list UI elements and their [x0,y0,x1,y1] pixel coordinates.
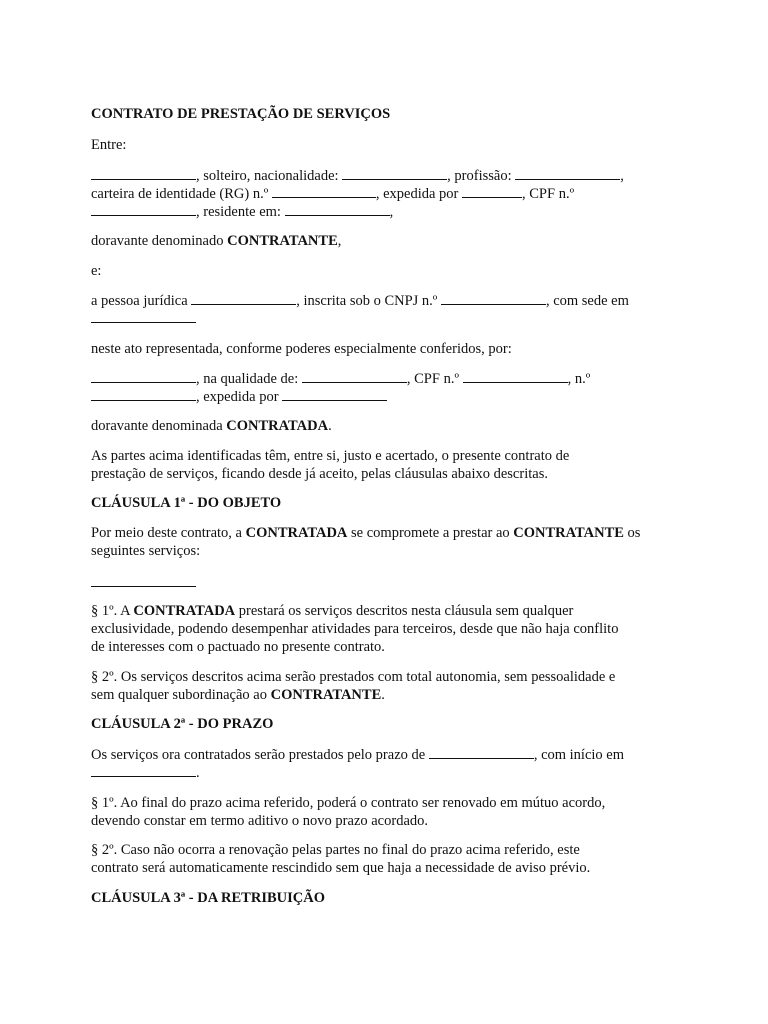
text-fragment: , [389,204,394,220]
contratante-term: CONTRATANTE [227,233,338,249]
servicos-blank-line [91,573,691,593]
text-fragment: , residente em: [196,204,285,220]
blank-field [91,202,196,216]
blank-field [463,369,568,383]
blank-field [91,763,196,777]
clausula-2-heading: CLÁUSULA 2ª - DO PRAZO [91,716,274,732]
partes-line-1: As partes acima identificadas têm, entre si, justo e acertado, o presente contrato de [91,448,570,464]
blank-field [302,369,407,383]
clausula-2-par-1-line-1: § 1º. Ao final do prazo acima referido, poderá o contrato ser renovado em mútuo acordo, [91,795,606,811]
representante-line-2 [91,387,691,407]
contratada-term: CONTRATADA [133,603,236,619]
clausula-2-par-1-line-2: devendo constar em termo aditivo o novo prazo acordado. [91,813,429,829]
text-fragment: , [337,233,342,249]
text-fragment: . [381,687,385,703]
contratante-term: CONTRATANTE [513,525,624,541]
contratante-line-2 [91,184,691,204]
entre-label: Entre: [91,137,127,153]
contratante-term: CONTRATANTE [270,687,382,703]
clausula-1-par-1-line-1 [91,602,691,621]
text-fragment: , com sede em [545,293,629,309]
clausula-2-line-2 [91,763,691,783]
text-fragment: , CPF n.º [406,371,463,387]
text-fragment: , [620,168,624,184]
text-fragment: prestará os serviços descritos nesta cláusula sem qualquer [235,603,574,619]
text-fragment: , CPF n.º [522,186,575,202]
text-fragment: doravante denominado [91,233,228,249]
blank-field [342,166,447,180]
blank-field [515,166,620,180]
contratante-line-1 [91,166,691,186]
clausula-1-par-1-line-2: exclusividade, podendo desempenhar atividades para terceiros, desde que não haja conflito [91,621,619,637]
text-fragment: doravante denominada [91,418,227,434]
document-title: CONTRATO DE PRESTAÇÃO DE SERVIÇOS [91,106,391,122]
blank-field [462,184,522,198]
text-fragment: carteira de identidade (RG) n.º [91,186,272,202]
text-fragment: , inscrita sob o CNPJ n.º [296,293,441,309]
text-fragment: os [623,525,641,541]
text-fragment: Por meio deste contrato, a [91,525,246,541]
blank-field [282,387,387,401]
contratada-designation [91,417,691,436]
text-fragment: , solteiro, nacionalidade: [196,168,343,184]
text-fragment: , com início em [533,747,625,763]
clausula-3-heading: CLÁUSULA 3ª - DA RETRIBUIÇÃO [91,890,325,906]
text-fragment: , profissão: [447,168,516,184]
blank-field [429,745,534,759]
representada-line: neste ato representada, conforme poderes especialmente conferidos, por: [91,341,512,357]
partes-line-2: prestação de serviços, ficando desde já aceito, pelas cláusulas abaixo descritas. [91,466,548,482]
contratada-term: CONTRATADA [226,418,329,434]
blank-field [285,202,390,216]
clausula-1-par-2-line-1: § 2º. Os serviços descritos acima serão prestados com total autonomia, sem pessoalidade e [91,669,616,685]
clausula-2-par-2-line-1: § 2º. Caso não ocorra a renovação pelas partes no final do prazo acima referido, este [91,842,580,858]
text-fragment: sem qualquer subordinação ao [91,687,271,703]
blank-field [441,291,546,305]
text-fragment: se compromete a prestar ao [347,525,514,541]
clausula-1-par-2-line-2 [91,686,691,705]
contratante-designation [91,232,691,251]
blank-field [91,387,196,401]
text-fragment: , n.º [567,371,591,387]
text-fragment: a pessoa jurídica [91,293,192,309]
contratada-term: CONTRATADA [245,525,348,541]
text-fragment: . [196,765,200,781]
blank-field [91,309,196,323]
text-fragment: § 1º. A [91,603,134,619]
clausula-2-line-1 [91,745,691,765]
clausula-1-heading: CLÁUSULA 1ª - DO OBJETO [91,495,282,511]
text-fragment: , expedida por [375,186,463,202]
pessoa-juridica-line-2 [91,309,691,329]
blank-field [91,166,196,180]
representante-line-1 [91,369,691,389]
blank-field [91,369,196,383]
text-fragment: , expedida por [196,389,283,405]
clausula-1-par-1-line-3: de interesses com o pactuado no presente contrato. [91,639,385,655]
clausula-2-par-2-line-2: contrato será automaticamente rescindido sem que haja a necessidade de aviso prévio. [91,860,591,876]
text-fragment: . [328,418,332,434]
text-fragment: , na qualidade de: [196,371,302,387]
e-label: e: [91,263,102,279]
contratante-line-3 [91,202,691,222]
clausula-1-intro-line-2: seguintes serviços: [91,543,201,559]
blank-field [191,291,296,305]
text-fragment: Os serviços ora contratados serão prestados pelo prazo de [91,747,429,763]
pessoa-juridica-line-1 [91,291,691,311]
blank-field [272,184,376,198]
clausula-1-intro-line-1 [91,524,691,543]
blank-field [91,573,196,587]
